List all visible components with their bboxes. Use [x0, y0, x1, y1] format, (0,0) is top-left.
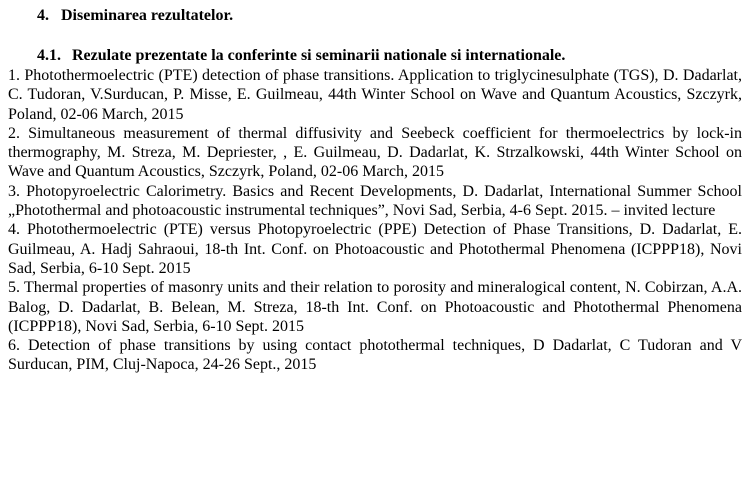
section-title: Diseminarea rezultatelor.: [61, 7, 234, 24]
list-item: 3. Photopyroelectric Calorimetry. Basics and Recent Developments, D. Dadarlat, International Summer School „Photothermal and photoacoustic instrumental techniques”, Novi Sad, Serbia, 4-6 Sept. 2015. – invited lecture: [8, 182, 742, 220]
subsection-heading: [37, 46, 742, 66]
section-number: 4.: [37, 7, 49, 24]
section-heading: [37, 6, 742, 26]
list-item: 1. Photothermoelectric (PTE) detection of phase transitions. Application to triglycinesulphate (TGS), D. Dadarlat, C. Tudoran, V.Surducan, P. Misse, E. Guilmeau, 44th Winter School on Wave and Quantum Acoustics, Szczyrk, Poland, 02-06 March, 2015: [8, 67, 742, 123]
list-item: 4. Photothermoelectric (PTE) versus Photopyroelectric (PPE) Detection of Phase Transitions, D. Dadarlat, E. Guilmeau, A. Hadj Sahraoui, 18-th Int. Conf. on Photoacoustic and Photothermal Phenomena (ICPPP18), Novi Sad, Serbia, 6-10 Sept. 2015: [8, 221, 742, 277]
list-item: 5. Thermal properties of masonry units and their relation to porosity and mineralogical content, N. Cobirzan, A.A. Balog, D. Dadarlat, B. Belean, M. Streza, 18-th Int. Conf. on Photoacoustic and Photothermal Phenomena (ICPPP18), Novi Sad, Serbia, 6-10 Sept. 2015: [8, 279, 742, 335]
list-item: 6. Detection of phase transitions by using contact photothermal techniques, D Dadarlat, C Tudoran and V Surducan, PIM, Cluj-Napoca, 24-26 Sept., 2015: [8, 337, 742, 374]
list-item: 2. Simultaneous measurement of thermal diffusivity and Seebeck coefficient for thermoelectrics by lock-in thermography, M. Streza, M. Depriester, , E. Guilmeau, D. Dadarlat, K. Strzalkowski, 44th Winter School on Wave and Quantum Acoustics, Szczyrk, Poland, 02-06 March, 2015: [8, 124, 742, 181]
subsection-title: Rezulate prezentate la conferinte si seminarii nationale si internationale.: [72, 47, 566, 64]
subsection-number: 4.1.: [37, 47, 61, 64]
presentation-list: [8, 66, 742, 375]
